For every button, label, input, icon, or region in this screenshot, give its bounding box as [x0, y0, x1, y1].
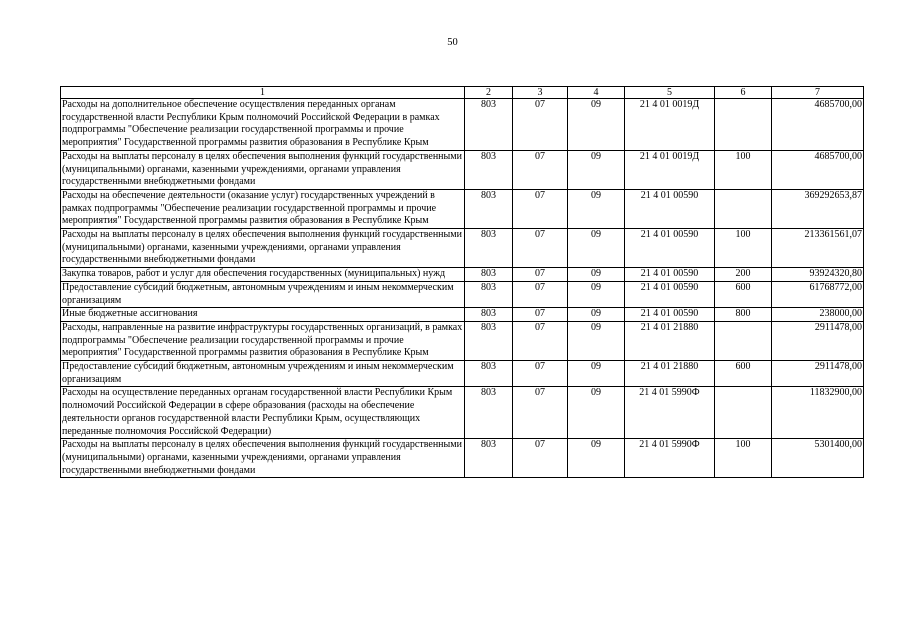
code-section: 07: [513, 387, 568, 439]
amount: 93924320,80: [772, 268, 864, 282]
column-header-5: 5: [625, 87, 715, 99]
expense-name: Иные бюджетные ассигнования: [61, 308, 465, 322]
code-target-item: 21 4 01 00590: [625, 281, 715, 307]
code-section: 07: [513, 439, 568, 478]
column-header-3: 3: [513, 87, 568, 99]
code-target-item: 21 4 01 00590: [625, 268, 715, 282]
code-subsection: 09: [568, 229, 625, 268]
code-expense-type: 100: [715, 229, 772, 268]
code-target-item: 21 4 01 21880: [625, 321, 715, 360]
code-ministry: 803: [465, 308, 513, 322]
code-section: 07: [513, 321, 568, 360]
amount: 4685700,00: [772, 150, 864, 189]
code-subsection: 09: [568, 387, 625, 439]
code-target-item: 21 4 01 5990Ф: [625, 439, 715, 478]
code-subsection: 09: [568, 99, 625, 151]
expense-name: Расходы на выплаты персоналу в целях обеспечения выполнения функций государственными (муниципальными) органами, казенными учреждениями, органами управления государственными внебюджетными фондами: [61, 229, 465, 268]
code-ministry: 803: [465, 387, 513, 439]
amount: 2911478,00: [772, 361, 864, 387]
amount: 4685700,00: [772, 99, 864, 151]
table-row: [61, 229, 864, 268]
code-ministry: 803: [465, 268, 513, 282]
amount: 2911478,00: [772, 321, 864, 360]
amount: 11832900,00: [772, 387, 864, 439]
table-row: [61, 387, 864, 439]
code-target-item: 21 4 01 21880: [625, 361, 715, 387]
code-section: 07: [513, 268, 568, 282]
table-row: [61, 150, 864, 189]
expense-name: Предоставление субсидий бюджетным, автономным учреждениям и иным некоммерческим организациям: [61, 361, 465, 387]
code-expense-type: 600: [715, 281, 772, 307]
header-row: [61, 87, 864, 99]
code-expense-type: [715, 99, 772, 151]
expense-name: Предоставление субсидий бюджетным, автономным учреждениям и иным некоммерческим организациям: [61, 281, 465, 307]
expense-name: Расходы на обеспечение деятельности (оказание услуг) государственных учреждений в рамках подпрограммы "Обеспечение реализации государственной программы и прочие мероприятия" Государственной программы развития образования в Республике Крым: [61, 189, 465, 228]
code-ministry: 803: [465, 361, 513, 387]
code-section: 07: [513, 189, 568, 228]
code-target-item: 21 4 01 5990Ф: [625, 387, 715, 439]
column-header-2: 2: [465, 87, 513, 99]
code-subsection: 09: [568, 361, 625, 387]
code-section: 07: [513, 308, 568, 322]
expense-name: Расходы, направленные на развитие инфраструктуры государственных организаций, в рамках подпрограммы "Обеспечение реализации государственной программы и прочие мероприятия" Государственной программы развития образования в Республике Крым: [61, 321, 465, 360]
code-subsection: 09: [568, 439, 625, 478]
code-target-item: 21 4 01 00590: [625, 229, 715, 268]
column-header-6: 6: [715, 87, 772, 99]
code-section: 07: [513, 150, 568, 189]
amount: 369292653,87: [772, 189, 864, 228]
table-row: [61, 439, 864, 478]
code-subsection: 09: [568, 268, 625, 282]
budget-table: [60, 86, 864, 478]
code-ministry: 803: [465, 229, 513, 268]
code-ministry: 803: [465, 189, 513, 228]
code-expense-type: [715, 321, 772, 360]
amount: 213361561,07: [772, 229, 864, 268]
code-ministry: 803: [465, 321, 513, 360]
column-header-4: 4: [568, 87, 625, 99]
amount: 5301400,00: [772, 439, 864, 478]
expense-name: Закупка товаров, работ и услуг для обеспечения государственных (муниципальных) нужд: [61, 268, 465, 282]
code-ministry: 803: [465, 150, 513, 189]
amount: 61768772,00: [772, 281, 864, 307]
expense-name: Расходы на осуществление переданных органам государственной власти Республики Крым полномочий Российской Федерации в сфере образования (расходы на обеспечение деятельности органов государственной власти Республики Крым, осуществляющих переданные полномочия Российской Федерации): [61, 387, 465, 439]
code-section: 07: [513, 99, 568, 151]
code-expense-type: 100: [715, 439, 772, 478]
table-row: [61, 281, 864, 307]
code-section: 07: [513, 281, 568, 307]
code-section: 07: [513, 229, 568, 268]
code-subsection: 09: [568, 321, 625, 360]
code-subsection: 09: [568, 150, 625, 189]
table-row: [61, 268, 864, 282]
code-ministry: 803: [465, 99, 513, 151]
code-target-item: 21 4 01 0019Д: [625, 150, 715, 189]
table-row: [61, 321, 864, 360]
code-expense-type: 600: [715, 361, 772, 387]
code-expense-type: [715, 189, 772, 228]
code-section: 07: [513, 361, 568, 387]
table-row: [61, 361, 864, 387]
amount: 238000,00: [772, 308, 864, 322]
code-expense-type: [715, 387, 772, 439]
column-header-7: 7: [772, 87, 864, 99]
code-expense-type: 200: [715, 268, 772, 282]
code-subsection: 09: [568, 189, 625, 228]
expense-name: Расходы на выплаты персоналу в целях обеспечения выполнения функций государственными (муниципальными) органами, казенными учреждениями, органами управления государственными внебюджетными фондами: [61, 439, 465, 478]
code-expense-type: 100: [715, 150, 772, 189]
code-ministry: 803: [465, 439, 513, 478]
code-subsection: 09: [568, 281, 625, 307]
code-subsection: 09: [568, 308, 625, 322]
table-row: [61, 99, 864, 151]
table-row: [61, 189, 864, 228]
expense-name: Расходы на выплаты персоналу в целях обеспечения выполнения функций государственными (муниципальными) органами, казенными учреждениями, органами управления государственными внебюджетными фондами: [61, 150, 465, 189]
code-target-item: 21 4 01 0019Д: [625, 99, 715, 151]
code-target-item: 21 4 01 00590: [625, 189, 715, 228]
table-row: [61, 308, 864, 322]
page-number: 50: [447, 37, 458, 48]
code-expense-type: 800: [715, 308, 772, 322]
code-ministry: 803: [465, 281, 513, 307]
column-header-1: 1: [61, 87, 465, 99]
code-target-item: 21 4 01 00590: [625, 308, 715, 322]
expense-name: Расходы на дополнительное обеспечение осуществления переданных органам государственной власти Республики Крым полномочий Российской Федерации в рамках подпрограммы "Обеспечение реализации государственной программы и прочие мероприятия" Государственной программы развития образования в Республике Крым: [61, 99, 465, 151]
